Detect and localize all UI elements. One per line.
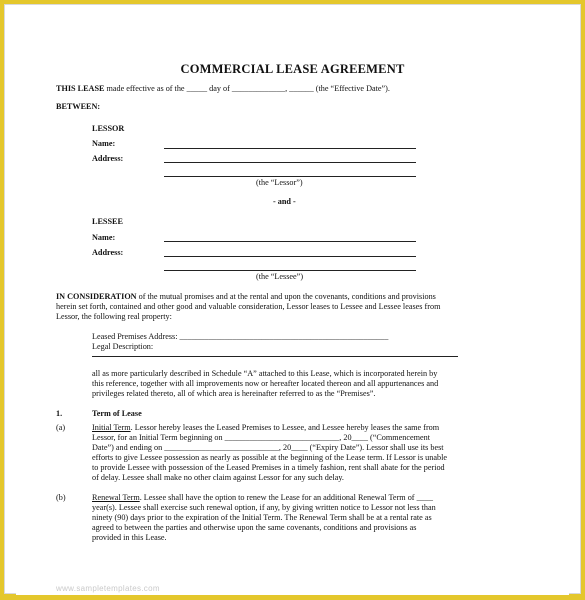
clause-a-text-1: . Lessor hereby leases the Leased Premises to Lessee, and Lessee hereby leases the same from — [130, 423, 440, 432]
clause-b-line-3: ninety (90) days prior to the expiration of the Initial Term. The Renewal Term shall be at a rental rate as — [92, 513, 432, 522]
document-title: COMMERCIAL LEASE AGREEMENT — [180, 62, 405, 76]
clause-b-line-4: agreed to between the parties and otherwise upon the same covenants, conditions and provisions as — [92, 523, 417, 532]
clause-a-term: Initial Term — [92, 423, 131, 432]
clause-a-line-4: efforts to give Lessee possession as nearly as possible at the beginning of the Lease term. If Lessor is unable — [92, 453, 448, 462]
intro-text: made effective as of the _____ day of _____________, ______ (the “Effective Date”). — [106, 84, 390, 93]
lessor-name-label: Name: — [92, 139, 116, 148]
section-1-title: Term of Lease — [92, 409, 142, 418]
consideration-bold: IN CONSIDERATION — [56, 292, 137, 301]
between-label: BETWEEN: — [56, 102, 101, 111]
section-1-number: 1. — [56, 409, 63, 418]
intro-bold: THIS LEASE — [56, 84, 105, 93]
lessor-address-line-2 — [164, 176, 416, 177]
legal-description-label: Legal Description: — [92, 342, 154, 351]
consideration-text-1: of the mutual promises and at the rental and upon the covenants, conditions and provisions — [138, 292, 436, 301]
clause-a-line-2: Lessor, for an Initial Term beginning on ____________________________, 20____ (“Commencement — [92, 433, 430, 442]
clause-b-label: (b) — [56, 493, 66, 502]
clause-b-line-5: provided in this Lease. — [92, 533, 167, 542]
consideration-line-1 — [56, 292, 436, 302]
schedule-line-1: all as more particularly described in Schedule “A” attached to this Lease, which is incorporated herein by — [92, 369, 438, 378]
clause-a-line-3: Date”) and ending on ____________________________, 20____ (“Expiry Date”). Lessor shall use its best — [92, 443, 444, 452]
lessee-name-label: Name: — [92, 233, 116, 242]
lessee-address-label: Address: — [92, 248, 124, 257]
lessee-address-line-2 — [164, 270, 416, 271]
clause-b-term: Renewal Term — [92, 493, 140, 502]
watermark: www.sampletemplates.com — [56, 584, 160, 593]
document-page — [16, 10, 569, 595]
clause-a-line-5: to provide Lessee with possession of the Leased Premises in a timely fashion, rent shall abate for the period — [92, 463, 445, 472]
clause-b-line-1 — [92, 493, 433, 503]
schedule-line-3: privileges related thereto, all of which area is hereinafter referred to as the “Premises”. — [92, 389, 376, 398]
clause-b-line-2: year(s). Lessee shall exercise such renewal option, if any, by giving written notice to Lessor not less than — [92, 503, 436, 512]
lessor-address-line-1 — [164, 162, 416, 163]
schedule-line-2: this reference, together with all improvements now or hereafter located thereon and all appurtenances and — [92, 379, 439, 388]
and-separator: - and - — [273, 197, 296, 206]
lessor-caption: (the “Lessor”) — [256, 178, 303, 187]
legal-description-line — [92, 356, 458, 357]
consideration-line-2: herein set forth, contained and other good and valuable consideration, Lessor leases to Lessee and Lessee leases from — [56, 302, 441, 311]
lessor-heading: LESSOR — [92, 124, 125, 133]
lessee-caption: (the “Lessee”) — [256, 272, 304, 281]
lessee-address-line-1 — [164, 256, 416, 257]
clause-a-line-6: of delay. Lessee shall make no other claim against Lessor for any such delay. — [92, 473, 344, 482]
intro-line — [56, 84, 390, 94]
premises-address: Leased Premises Address: ___________________________________________________ — [92, 332, 389, 341]
lessor-address-label: Address: — [92, 154, 124, 163]
lessee-heading: LESSEE — [92, 217, 123, 226]
consideration-line-3: Lessor, the following real property: — [56, 312, 172, 321]
lessee-name-line — [164, 241, 416, 242]
clause-b-text-1: . Lessee shall have the option to renew the Lease for an additional Renewal Term of ____ — [139, 493, 433, 502]
clause-a-line-1 — [92, 423, 439, 433]
clause-a-label: (a) — [56, 423, 66, 432]
lessor-name-line — [164, 148, 416, 149]
